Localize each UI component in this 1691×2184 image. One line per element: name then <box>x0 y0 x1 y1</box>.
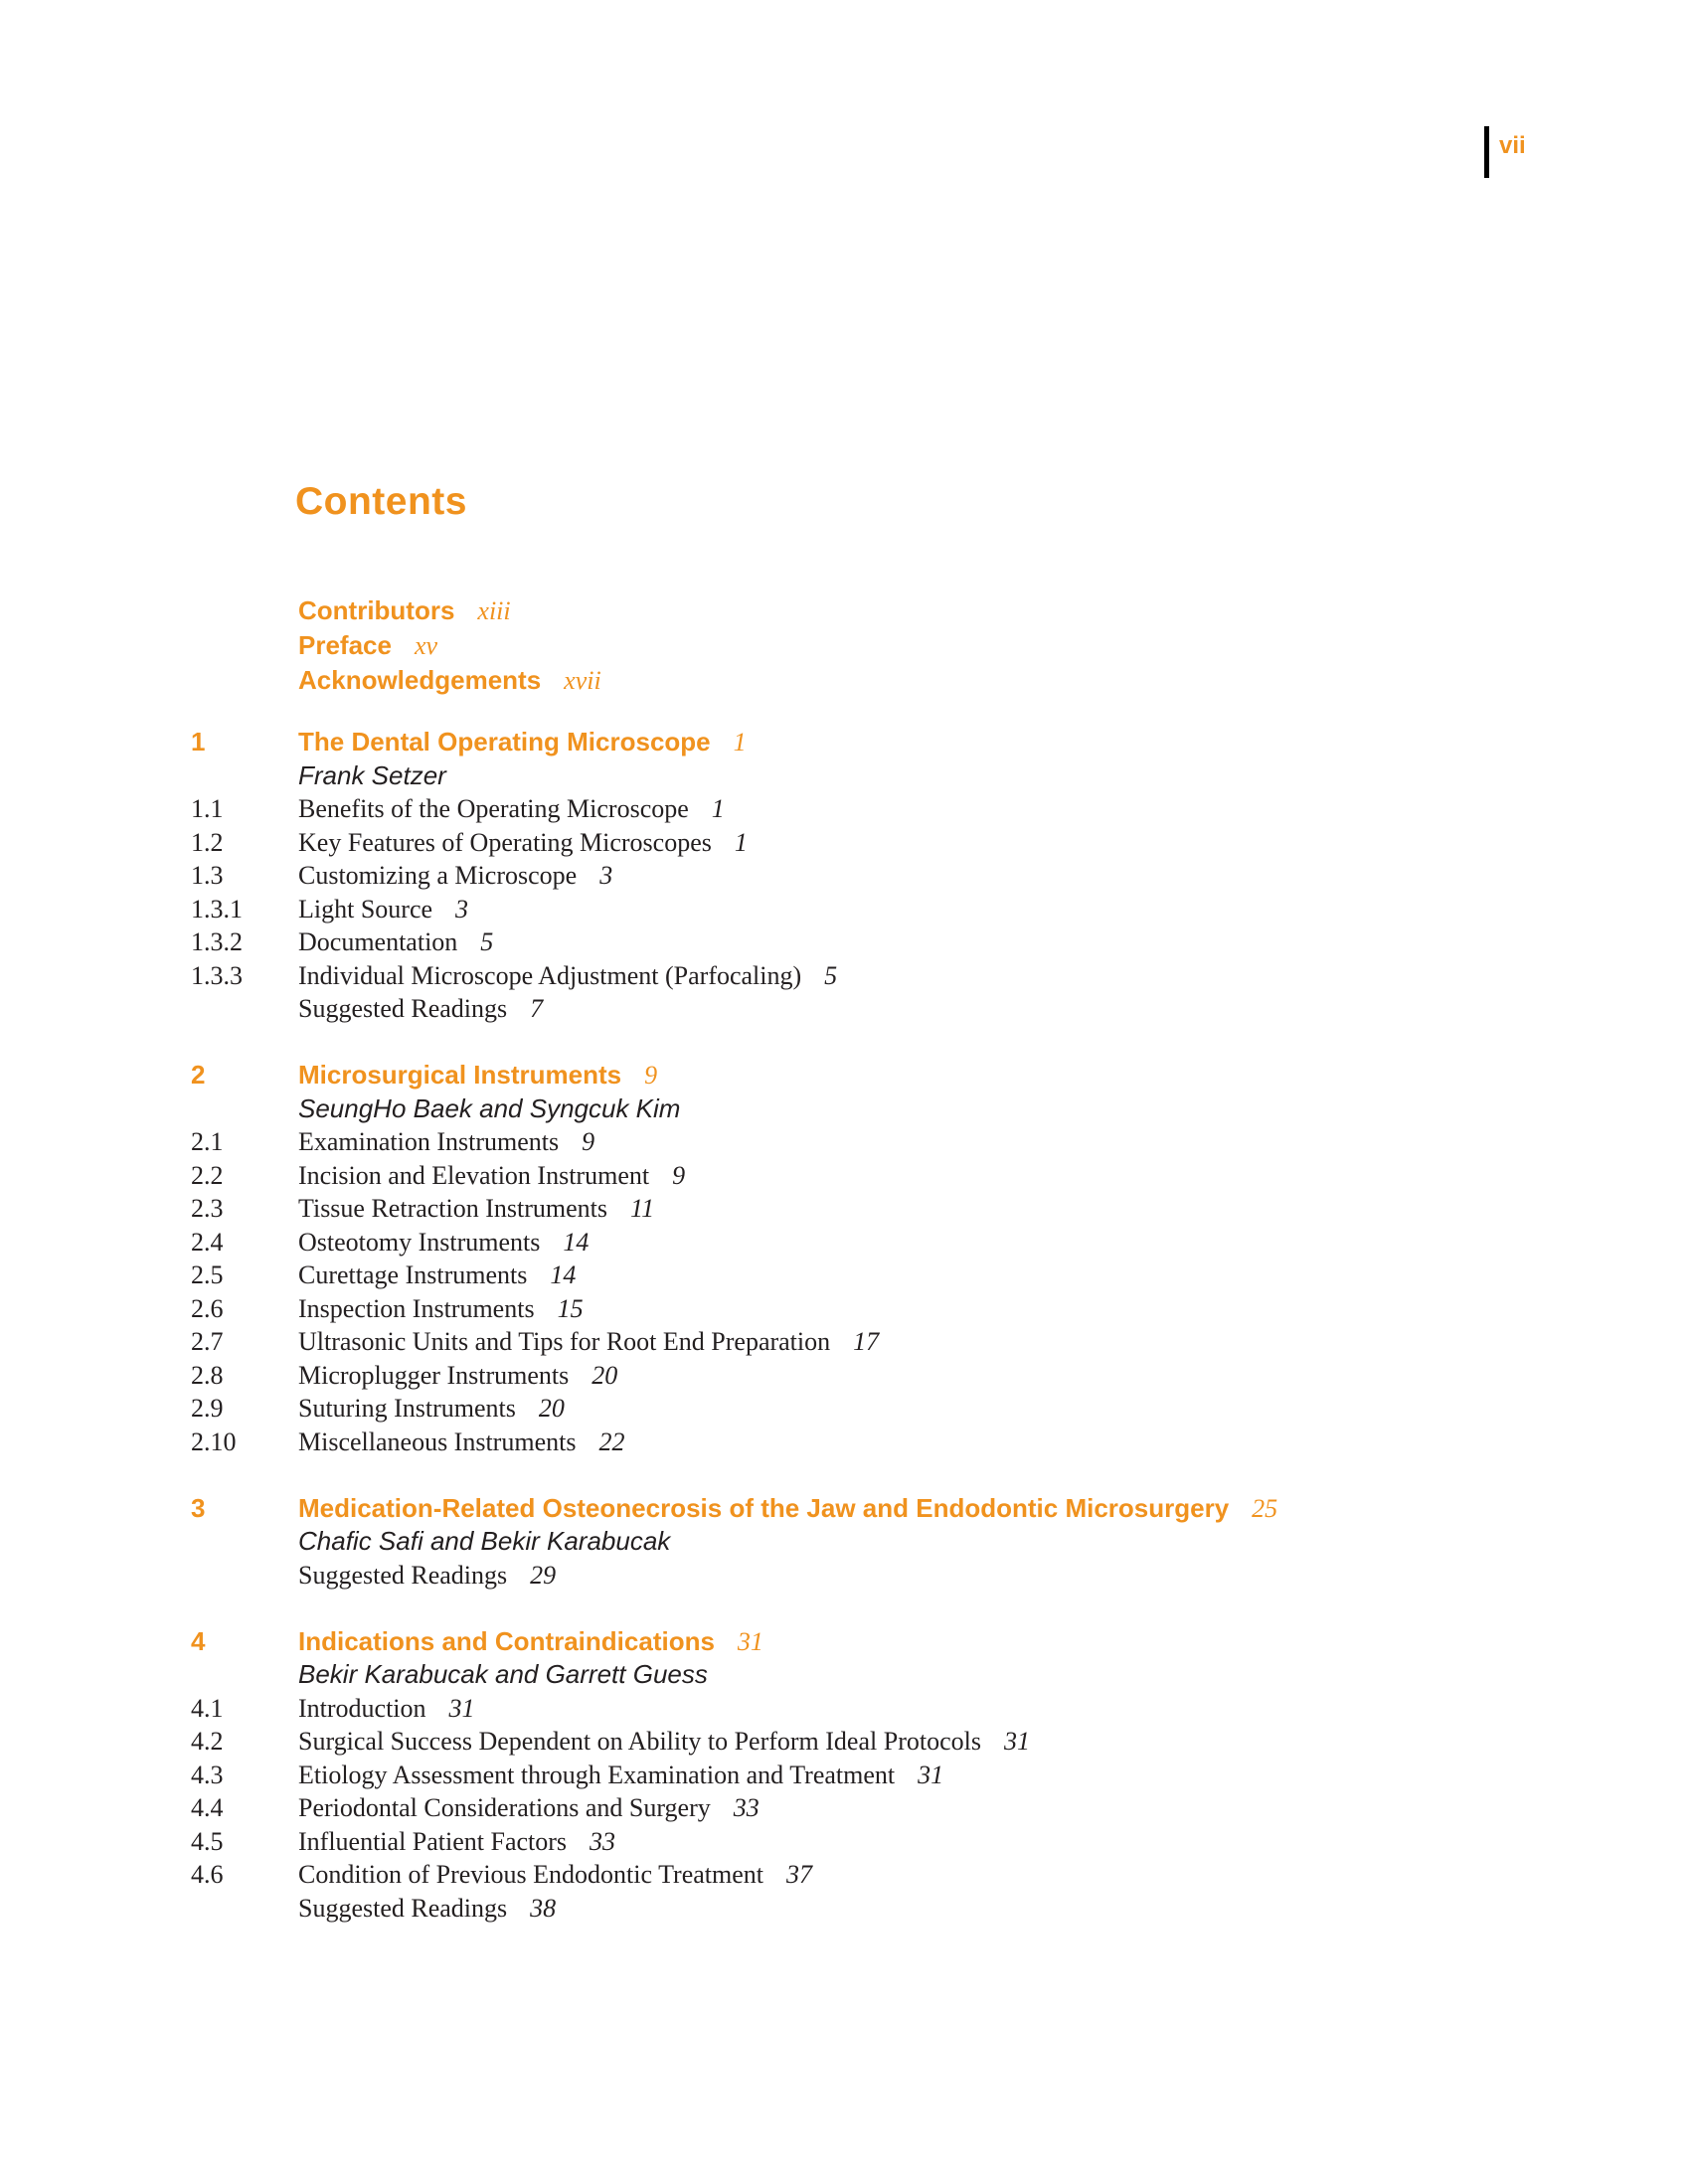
section-page-number: 31 <box>448 1693 475 1723</box>
section-title-line <box>298 1292 1513 1326</box>
section-title-line <box>298 1259 1513 1292</box>
chapter-list <box>191 726 1513 1925</box>
front-matter-item <box>298 593 601 628</box>
section-title: Miscellaneous Instruments <box>298 1427 577 1456</box>
chapter-heading <box>191 1492 1513 1526</box>
section-page-number: 15 <box>557 1293 584 1323</box>
section-page-number: 20 <box>592 1360 618 1390</box>
chapter-authors-indent <box>191 1092 298 1126</box>
section-row <box>191 1226 1513 1260</box>
section-row <box>191 826 1513 860</box>
chapter-title-line <box>298 726 1513 759</box>
chapter-authors-row <box>191 1525 1513 1559</box>
section-row <box>191 1559 1513 1593</box>
section-title-line <box>298 1759 1513 1792</box>
section-row <box>191 1426 1513 1459</box>
section-title: Suggested Readings <box>298 1560 508 1590</box>
section-title-line <box>298 1392 1513 1426</box>
section-title: Documentation <box>298 927 458 956</box>
chapter-number: 1 <box>191 727 206 756</box>
section-title-line <box>298 1226 1513 1260</box>
chapter-authors: Frank Setzer <box>298 759 446 790</box>
section-page-number: 14 <box>563 1227 590 1257</box>
section-page-number: 9 <box>582 1127 595 1156</box>
section-row <box>191 893 1513 926</box>
section-title: Key Features of Operating Microscopes <box>298 827 712 857</box>
chapter-title: The Dental Operating Microscope <box>298 727 711 756</box>
section-title-line <box>298 1426 1513 1459</box>
chapter-title-line <box>298 1625 1513 1659</box>
section-number: 2.5 <box>191 1260 224 1289</box>
section-title: Light Source <box>298 894 433 924</box>
chapter-block <box>191 1625 1513 1926</box>
section-title-line <box>298 1858 1513 1892</box>
section-page-number: 1 <box>734 827 748 857</box>
section-page-number: 29 <box>530 1560 557 1590</box>
chapter-page-number: 9 <box>644 1061 658 1090</box>
section-title-line <box>298 1791 1513 1825</box>
section-title: Surgical Success Dependent on Ability to Perform Ideal Protocols <box>298 1727 981 1756</box>
chapter-heading <box>191 726 1513 759</box>
section-number: 1.2 <box>191 827 224 857</box>
section-title-line <box>298 1325 1513 1359</box>
section-title-line <box>298 826 1513 860</box>
section-title: Tissue Retraction Instruments <box>298 1194 608 1223</box>
section-page-number: 3 <box>455 894 469 924</box>
section-row <box>191 1692 1513 1726</box>
section-title: Incision and Elevation Instrument <box>298 1160 650 1190</box>
section-row <box>191 925 1513 959</box>
section-row <box>191 1159 1513 1193</box>
section-title: Customizing a Microscope <box>298 861 578 890</box>
chapter-authors-row <box>191 759 1513 793</box>
section-row <box>191 1725 1513 1759</box>
section-title: Examination Instruments <box>298 1127 560 1156</box>
chapter-page-number: 1 <box>733 728 747 756</box>
section-number: 2.8 <box>191 1360 224 1390</box>
section-row <box>191 1759 1513 1792</box>
section-number: 1.1 <box>191 794 224 823</box>
chapter-block <box>191 1492 1513 1593</box>
section-number: 4.2 <box>191 1727 224 1756</box>
section-page-number: 7 <box>530 994 544 1023</box>
front-matter-item <box>298 663 601 698</box>
front-matter-item <box>298 628 601 663</box>
section-number <box>191 1892 298 1926</box>
section-number: 2.6 <box>191 1293 224 1323</box>
page-title: Contents <box>295 480 467 523</box>
section-title-line <box>298 1725 1513 1759</box>
section-row <box>191 1359 1513 1393</box>
section-title-line <box>298 992 1513 1026</box>
section-page-number: 17 <box>853 1327 880 1356</box>
section-row <box>191 1392 1513 1426</box>
chapter-page-number: 31 <box>737 1626 763 1656</box>
chapter-number: 3 <box>191 1492 206 1523</box>
section-page-number: 31 <box>1003 1727 1030 1756</box>
section-title-line <box>298 1125 1513 1159</box>
section-title: Inspection Instruments <box>298 1293 535 1323</box>
section-row <box>191 1825 1513 1859</box>
section-title: Suggested Readings <box>298 994 508 1023</box>
section-title-line <box>298 1359 1513 1393</box>
section-title: Periodontal Considerations and Surgery <box>298 1793 711 1822</box>
chapter-heading <box>191 1059 1513 1092</box>
section-title: Ultrasonic Units and Tips for Root End Preparation <box>298 1327 831 1356</box>
section-number <box>191 1559 298 1593</box>
chapter-block <box>191 726 1513 1026</box>
section-title-line <box>298 1159 1513 1193</box>
section-number: 1.3.3 <box>191 960 243 990</box>
section-title-line <box>298 1692 1513 1726</box>
section-page-number: 31 <box>918 1760 944 1789</box>
section-title: Benefits of the Operating Microscope <box>298 794 689 823</box>
section-page-number: 33 <box>590 1826 616 1856</box>
section-title: Influential Patient Factors <box>298 1826 568 1856</box>
section-title: Etiology Assessment through Examination and Treatment <box>298 1760 896 1789</box>
section-number: 1.3.2 <box>191 927 243 956</box>
section-number: 2.9 <box>191 1394 224 1423</box>
section-row <box>191 1858 1513 1892</box>
chapter-page-number: 25 <box>1252 1493 1278 1523</box>
section-number: 1.3.1 <box>191 894 243 924</box>
chapter-heading <box>191 1625 1513 1659</box>
section-number: 2.4 <box>191 1227 224 1257</box>
section-title-line <box>298 893 1513 926</box>
section-title: Suturing Instruments <box>298 1394 516 1423</box>
section-page-number: 11 <box>630 1194 655 1223</box>
front-matter-list <box>298 593 601 698</box>
chapter-number: 2 <box>191 1060 206 1090</box>
section-page-number: 1 <box>711 794 725 823</box>
chapter-authors-indent <box>191 1658 298 1692</box>
chapter-title: Microsurgical Instruments <box>298 1060 622 1090</box>
section-number: 2.7 <box>191 1327 224 1356</box>
section-page-number: 5 <box>480 927 494 956</box>
section-row <box>191 1192 1513 1226</box>
chapter-title-line <box>298 1059 1513 1092</box>
section-page-number: 9 <box>672 1160 686 1190</box>
section-number: 2.3 <box>191 1194 224 1223</box>
section-title-line <box>298 925 1513 959</box>
section-title: Curettage Instruments <box>298 1260 528 1289</box>
section-number: 2.2 <box>191 1160 224 1190</box>
section-row <box>191 1325 1513 1359</box>
section-title-line <box>298 859 1513 893</box>
front-matter-label: Contributors <box>298 595 455 625</box>
section-number: 1.3 <box>191 861 224 890</box>
section-row <box>191 1892 1513 1926</box>
section-row <box>191 1791 1513 1825</box>
front-matter-label: Acknowledgements <box>298 665 542 695</box>
section-title-line <box>298 792 1513 826</box>
section-row <box>191 1125 1513 1159</box>
folio-rule <box>1484 126 1489 178</box>
section-title: Introduction <box>298 1693 426 1723</box>
chapter-title-line <box>298 1492 1513 1526</box>
chapter-authors: SeungHo Baek and Syngcuk Kim <box>298 1092 681 1123</box>
section-row <box>191 992 1513 1026</box>
section-title: Osteotomy Instruments <box>298 1227 541 1257</box>
section-title: Suggested Readings <box>298 1893 508 1923</box>
section-title-line <box>298 959 1513 993</box>
section-number: 2.10 <box>191 1427 237 1456</box>
section-page-number: 38 <box>530 1893 557 1923</box>
section-number: 2.1 <box>191 1127 224 1156</box>
section-number <box>191 992 298 1026</box>
section-title: Microplugger Instruments <box>298 1360 570 1390</box>
section-page-number: 22 <box>598 1427 625 1456</box>
section-row <box>191 1259 1513 1292</box>
folio-page-number: vii <box>1499 132 1526 159</box>
section-title-line <box>298 1825 1513 1859</box>
chapter-authors-indent <box>191 1525 298 1559</box>
section-number: 4.1 <box>191 1693 224 1723</box>
front-matter-label: Preface <box>298 630 392 660</box>
section-number: 4.3 <box>191 1760 224 1789</box>
front-matter-page-number: xv <box>414 631 438 660</box>
chapter-authors: Chafic Safi and Bekir Karabucak <box>298 1526 671 1556</box>
section-number: 4.4 <box>191 1793 224 1822</box>
section-page-number: 5 <box>824 960 838 990</box>
section-page-number: 33 <box>733 1793 760 1822</box>
chapter-authors: Bekir Karabucak and Garrett Guess <box>298 1659 708 1689</box>
chapter-authors-row <box>191 1658 1513 1692</box>
section-title: Condition of Previous Endodontic Treatment <box>298 1860 763 1889</box>
chapter-title: Indications and Contraindications <box>298 1625 715 1656</box>
section-page-number: 37 <box>786 1860 812 1889</box>
section-row <box>191 792 1513 826</box>
chapter-authors-row <box>191 1092 1513 1126</box>
chapter-block <box>191 1059 1513 1458</box>
section-title-line <box>298 1892 1513 1926</box>
section-number: 4.5 <box>191 1826 224 1856</box>
section-row <box>191 1292 1513 1326</box>
chapter-authors-indent <box>191 759 298 793</box>
chapter-title: Medication-Related Osteonecrosis of the Jaw and Endodontic Microsurgery <box>298 1492 1230 1523</box>
section-row <box>191 859 1513 893</box>
section-title: Individual Microscope Adjustment (Parfocaling) <box>298 960 802 990</box>
section-page-number: 20 <box>538 1394 565 1423</box>
section-row <box>191 959 1513 993</box>
chapter-number: 4 <box>191 1625 206 1656</box>
section-title-line <box>298 1192 1513 1226</box>
section-number: 4.6 <box>191 1860 224 1889</box>
front-matter-page-number: xiii <box>477 596 511 625</box>
section-page-number: 14 <box>550 1260 577 1289</box>
section-page-number: 3 <box>599 861 613 890</box>
front-matter-page-number: xvii <box>564 666 601 695</box>
folio <box>1484 126 1526 178</box>
section-title-line <box>298 1559 1513 1593</box>
